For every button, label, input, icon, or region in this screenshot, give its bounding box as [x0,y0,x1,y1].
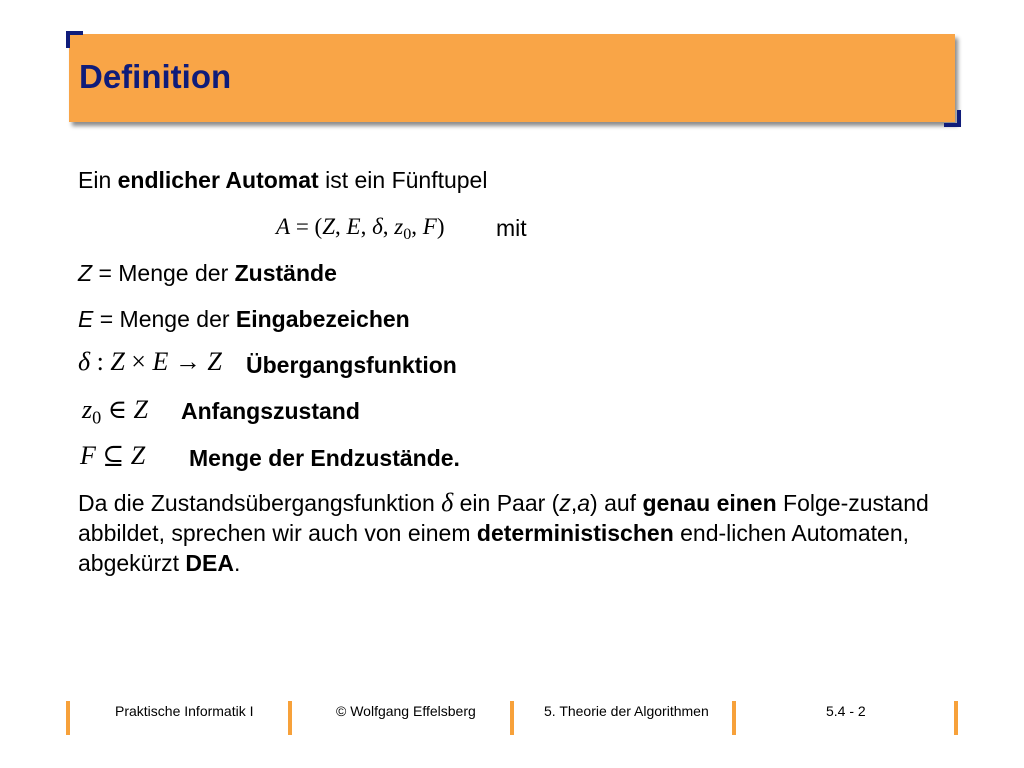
title-bar [69,34,955,122]
def-start-label: Anfangszustand [181,398,360,424]
def-final-formula: F ⊆ Z [80,441,146,470]
footer-divider-2 [288,701,292,735]
def-z-symbol: Z [78,260,93,286]
footer-author: © Wolfgang Effelsberg [336,703,476,719]
def-e-symbol: E [78,306,94,332]
footer-chapter: 5. Theorie der Algorithmen [544,703,709,719]
def-delta-formula: δ : Z × E → Z [78,347,222,376]
footer-divider-4 [732,701,736,735]
def-start-formula: $z_0$ ∈ Z [82,395,148,428]
footer-page-number: 5.4 - 2 [826,703,866,719]
intro-line [78,167,487,194]
title-corner-bracket-top-left [66,31,83,48]
intro-bold-term: endlicher Automat [117,167,319,193]
def-e-line: E = Menge der Eingabezeichen [78,306,410,332]
delta-symbol: δ [441,488,454,517]
tuple-formula: A = (Z, E, δ, $z_0$, F) [276,214,445,243]
slide-title: Definition [79,58,232,95]
footer-course: Praktische Informatik I [115,703,254,719]
def-final-label: Menge der Endzustände. [189,445,460,471]
def-z-line: Z = Menge der Zustände [78,260,337,286]
def-e-bold: Eingabezeichen [235,306,410,332]
def-delta-label: Übergangsfunktion [246,352,457,378]
intro-suffix: ist ein Fünftupel [318,167,488,193]
title-corner-bracket-bottom-right [944,110,961,127]
explanation-paragraph: Da die Zustandsübergangsfunktion δ ein Paar (z,a) auf genau einen Folge-zustand abbildet, sprechen wir auch von einem deterministischen end-lichen Automaten, abgekürzt DEA. [78,488,929,576]
tuple-line [276,213,445,243]
footer-divider-3 [510,701,514,735]
footer-divider-1 [66,701,70,735]
def-z-bold: Zustände [234,260,337,286]
footer-divider-5 [954,701,958,735]
intro-prefix: Ein [78,167,118,193]
tuple-mit: mit [496,215,527,241]
